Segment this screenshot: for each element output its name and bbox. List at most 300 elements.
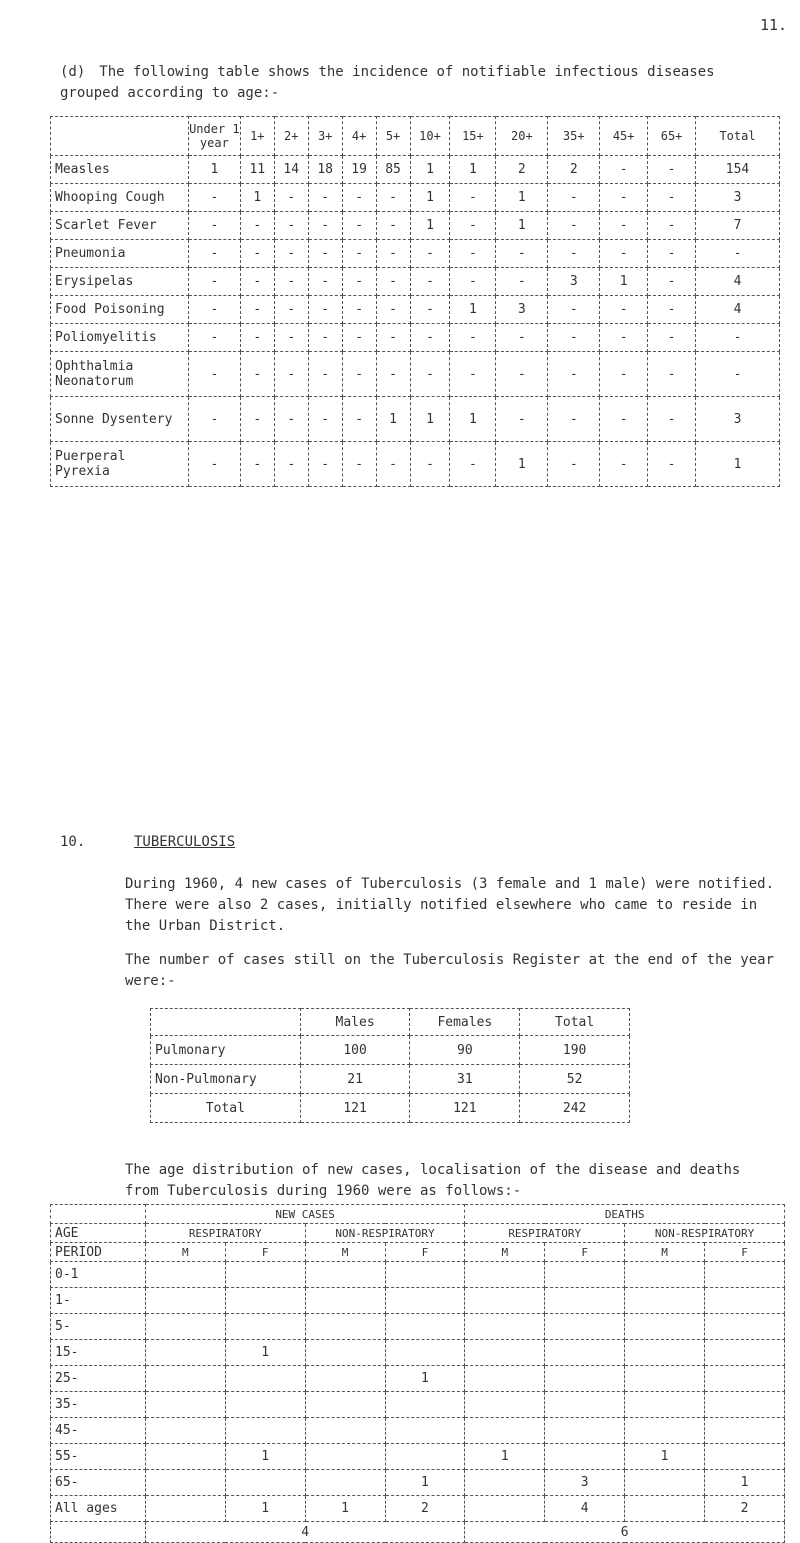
tb-age-row xyxy=(51,1262,785,1288)
tb-totals-row xyxy=(51,1522,785,1543)
tb-count: 1 xyxy=(705,1470,785,1496)
tb-count xyxy=(145,1314,225,1340)
tb-count xyxy=(145,1262,225,1288)
disease-row xyxy=(51,296,780,324)
tb-age: 35- xyxy=(51,1392,146,1418)
disease-count: - xyxy=(450,442,496,487)
disease-name: Scarlet Fever xyxy=(51,212,189,240)
disease-count: - xyxy=(308,352,342,397)
disease-count: - xyxy=(240,397,274,442)
age-header-row xyxy=(51,117,780,156)
disease-count: 3 xyxy=(496,296,548,324)
disease-count: - xyxy=(450,268,496,296)
disease-count: 1 xyxy=(450,296,496,324)
tb-count xyxy=(545,1418,625,1444)
disease-count: - xyxy=(376,184,410,212)
tb-count: 3 xyxy=(545,1470,625,1496)
tb-count xyxy=(705,1418,785,1444)
tb-count xyxy=(385,1418,465,1444)
disease-count: 3 xyxy=(696,184,780,212)
tb-count xyxy=(465,1262,545,1288)
disease-row xyxy=(51,442,780,487)
disease-count: - xyxy=(600,184,648,212)
register-row xyxy=(151,1094,630,1123)
tb-count xyxy=(305,1314,385,1340)
tb-count: 1 xyxy=(225,1444,305,1470)
disease-count: - xyxy=(548,442,600,487)
sex-header: M xyxy=(625,1243,705,1262)
tb-age: 15- xyxy=(51,1340,146,1366)
disease-count: - xyxy=(648,268,696,296)
disease-count: - xyxy=(240,240,274,268)
disease-count: 154 xyxy=(696,156,780,184)
intro-text: The following table shows the incidence of notifiable infectious diseases grouped according to age:- xyxy=(60,64,715,101)
disease-name: Sonne Dysentery xyxy=(51,397,189,442)
tb-count xyxy=(385,1444,465,1470)
disease-count: 1 xyxy=(450,156,496,184)
disease-count: - xyxy=(274,184,308,212)
tb-count: 1 xyxy=(465,1444,545,1470)
disease-count: - xyxy=(342,324,376,352)
tb-count: 1 xyxy=(225,1340,305,1366)
disease-count: - xyxy=(600,442,648,487)
age-header: 1+ xyxy=(240,117,274,156)
disease-count: - xyxy=(410,296,450,324)
tb-count xyxy=(545,1314,625,1340)
disease-count: 1 xyxy=(410,212,450,240)
tb-count xyxy=(305,1418,385,1444)
disease-count: - xyxy=(648,296,696,324)
register-label: Total xyxy=(151,1094,301,1123)
disease-count: 1 xyxy=(240,184,274,212)
register-value: 121 xyxy=(300,1094,410,1123)
tb-count xyxy=(705,1366,785,1392)
tb-count xyxy=(625,1262,705,1288)
disease-count: 3 xyxy=(548,268,600,296)
register-header: Males xyxy=(300,1009,410,1036)
tb-count xyxy=(305,1262,385,1288)
disease-count: 7 xyxy=(696,212,780,240)
deaths-total: 6 xyxy=(465,1522,785,1543)
age-header: 15+ xyxy=(450,117,496,156)
disease-count: - xyxy=(410,268,450,296)
disease-count: - xyxy=(376,442,410,487)
tb-count xyxy=(385,1262,465,1288)
disease-name: Pneumonia xyxy=(51,240,189,268)
tb-sub-row xyxy=(51,1224,785,1243)
disease-count: - xyxy=(188,268,240,296)
tb-count xyxy=(625,1392,705,1418)
disease-count: - xyxy=(696,352,780,397)
tb-count xyxy=(305,1340,385,1366)
disease-count: - xyxy=(308,240,342,268)
disease-count: - xyxy=(188,212,240,240)
disease-count: 1 xyxy=(496,212,548,240)
disease-count: 2 xyxy=(548,156,600,184)
register-label: Pulmonary xyxy=(151,1036,301,1065)
disease-count: - xyxy=(450,212,496,240)
disease-count: 85 xyxy=(376,156,410,184)
disease-row xyxy=(51,240,780,268)
disease-count: - xyxy=(376,268,410,296)
section-heading xyxy=(60,834,235,850)
register-value: 90 xyxy=(410,1036,520,1065)
tb-count xyxy=(305,1470,385,1496)
disease-count: 1 xyxy=(376,397,410,442)
tb-paragraph-2: The number of cases still on the Tuberculosis Register at the end of the year were:- xyxy=(125,952,775,989)
disease-count: - xyxy=(548,184,600,212)
disease-count: - xyxy=(188,184,240,212)
disease-count: - xyxy=(600,156,648,184)
register-header: Total xyxy=(520,1009,630,1036)
disease-count: - xyxy=(648,442,696,487)
register-row xyxy=(151,1065,630,1094)
tb-count xyxy=(465,1392,545,1418)
disease-count: - xyxy=(342,352,376,397)
disease-count: - xyxy=(274,324,308,352)
sex-header: M xyxy=(465,1243,545,1262)
disease-count: 1 xyxy=(696,442,780,487)
disease-count: - xyxy=(376,352,410,397)
disease-count: - xyxy=(188,324,240,352)
disease-name: Ophthalmia Neonatorum xyxy=(51,352,189,397)
age-header: 4+ xyxy=(342,117,376,156)
tb-count: 1 xyxy=(385,1366,465,1392)
disease-count: - xyxy=(188,397,240,442)
disease-count: - xyxy=(600,212,648,240)
tb-corner xyxy=(51,1205,146,1224)
tb-age-row xyxy=(51,1314,785,1340)
disease-count: 1 xyxy=(600,268,648,296)
disease-count: - xyxy=(188,240,240,268)
tb-paragraph-3: The age distribution of new cases, localisation of the disease and deaths from Tuberculosis during 1960 were as follows:- xyxy=(125,1162,741,1199)
tb-age: All ages xyxy=(51,1496,146,1522)
disease-count: - xyxy=(410,352,450,397)
age-header: 20+ xyxy=(496,117,548,156)
tb-count xyxy=(545,1444,625,1470)
tb-count: 2 xyxy=(705,1496,785,1522)
disease-count: - xyxy=(548,212,600,240)
disease-count: - xyxy=(188,296,240,324)
disease-count: - xyxy=(696,324,780,352)
tb-count xyxy=(225,1366,305,1392)
sub-header: NON-RESPIRATORY xyxy=(305,1224,465,1243)
intro-label: (d) xyxy=(60,64,86,80)
tb-age-row xyxy=(51,1418,785,1444)
tb-count xyxy=(305,1366,385,1392)
tb-count: 4 xyxy=(545,1496,625,1522)
disease-count: - xyxy=(376,212,410,240)
disease-count: 19 xyxy=(342,156,376,184)
sub-header: RESPIRATORY xyxy=(145,1224,305,1243)
tb-count xyxy=(545,1262,625,1288)
tb-count xyxy=(385,1392,465,1418)
age-label: AGE xyxy=(51,1224,146,1243)
disease-name: Measles xyxy=(51,156,189,184)
tb-count xyxy=(145,1496,225,1522)
tb-age: 5- xyxy=(51,1314,146,1340)
age-header: 10+ xyxy=(410,117,450,156)
register-header-row xyxy=(151,1009,630,1036)
disease-count: - xyxy=(600,240,648,268)
tb-age: 25- xyxy=(51,1366,146,1392)
tb-sex-row xyxy=(51,1243,785,1262)
disease-count: - xyxy=(496,268,548,296)
disease-count: - xyxy=(450,324,496,352)
disease-count: - xyxy=(240,324,274,352)
disease-count: - xyxy=(450,240,496,268)
sex-header: F xyxy=(705,1243,785,1262)
tb-count xyxy=(305,1392,385,1418)
age-header: 65+ xyxy=(648,117,696,156)
disease-row xyxy=(51,156,780,184)
register-value: 121 xyxy=(410,1094,520,1123)
sex-header: F xyxy=(225,1243,305,1262)
register-value: 100 xyxy=(300,1036,410,1065)
disease-count: 2 xyxy=(496,156,548,184)
disease-count: - xyxy=(376,240,410,268)
disease-count: - xyxy=(240,212,274,240)
tb-count xyxy=(705,1340,785,1366)
disease-count: 18 xyxy=(308,156,342,184)
tb-count xyxy=(385,1288,465,1314)
tb-count xyxy=(145,1418,225,1444)
tb-count xyxy=(145,1444,225,1470)
disease-count: - xyxy=(308,212,342,240)
tb-count xyxy=(225,1470,305,1496)
tb-count xyxy=(305,1444,385,1470)
disease-row xyxy=(51,397,780,442)
page-number: 11. xyxy=(760,16,788,34)
age-header: 2+ xyxy=(274,117,308,156)
disease-count: - xyxy=(240,296,274,324)
disease-count: - xyxy=(274,212,308,240)
sex-header: M xyxy=(305,1243,385,1262)
disease-count: - xyxy=(274,268,308,296)
disease-count: 1 xyxy=(410,156,450,184)
notifiable-diseases-table xyxy=(50,116,780,487)
disease-count: - xyxy=(648,212,696,240)
tb-count xyxy=(145,1470,225,1496)
tb-count: 2 xyxy=(385,1496,465,1522)
tb-count xyxy=(225,1314,305,1340)
age-header: Under 1 year xyxy=(188,117,240,156)
tb-age: 65- xyxy=(51,1470,146,1496)
sex-header: F xyxy=(385,1243,465,1262)
disease-count: 1 xyxy=(450,397,496,442)
tb-age-row xyxy=(51,1496,785,1522)
disease-count: 3 xyxy=(696,397,780,442)
tb-count xyxy=(385,1314,465,1340)
disease-count: - xyxy=(342,184,376,212)
disease-count: - xyxy=(274,296,308,324)
tb-group-row xyxy=(51,1205,785,1224)
register-corner xyxy=(151,1009,301,1036)
disease-count: - xyxy=(308,184,342,212)
new-cases-total: 4 xyxy=(145,1522,465,1543)
register-label: Non-Pulmonary xyxy=(151,1065,301,1094)
disease-count: - xyxy=(600,296,648,324)
tb-count xyxy=(225,1418,305,1444)
disease-name: Food Poisoning xyxy=(51,296,189,324)
tb-age-row xyxy=(51,1444,785,1470)
tb-count xyxy=(225,1288,305,1314)
tb-count xyxy=(705,1444,785,1470)
section-number: 10. xyxy=(60,834,86,850)
register-value: 242 xyxy=(520,1094,630,1123)
tb-age-row xyxy=(51,1392,785,1418)
disease-count: - xyxy=(548,397,600,442)
tb-age: 45- xyxy=(51,1418,146,1444)
disease-count: - xyxy=(342,212,376,240)
tb-count xyxy=(625,1366,705,1392)
disease-count: - xyxy=(274,240,308,268)
tb-count xyxy=(625,1496,705,1522)
disease-count: 1 xyxy=(188,156,240,184)
deaths-header: DEATHS xyxy=(465,1205,785,1224)
disease-count: - xyxy=(600,352,648,397)
disease-count: 1 xyxy=(496,184,548,212)
disease-count: - xyxy=(548,240,600,268)
tb-count xyxy=(465,1288,545,1314)
disease-count: - xyxy=(648,184,696,212)
disease-count: - xyxy=(648,240,696,268)
period-label: PERIOD xyxy=(51,1243,146,1262)
tb-count xyxy=(465,1418,545,1444)
disease-count: - xyxy=(376,324,410,352)
disease-count: - xyxy=(308,324,342,352)
disease-count: - xyxy=(342,296,376,324)
disease-row xyxy=(51,324,780,352)
disease-count: - xyxy=(410,442,450,487)
disease-count: - xyxy=(496,324,548,352)
disease-row xyxy=(51,268,780,296)
tb-count xyxy=(465,1496,545,1522)
disease-count: - xyxy=(376,296,410,324)
tb-age-row xyxy=(51,1366,785,1392)
disease-count: 1 xyxy=(410,397,450,442)
tb-age: 1- xyxy=(51,1288,146,1314)
disease-count: - xyxy=(548,352,600,397)
disease-header xyxy=(51,117,189,156)
tb-register-table xyxy=(150,1008,630,1123)
disease-count: - xyxy=(274,442,308,487)
disease-count: - xyxy=(342,442,376,487)
disease-count: - xyxy=(274,352,308,397)
age-header: 5+ xyxy=(376,117,410,156)
tb-age-row xyxy=(51,1288,785,1314)
tb-count xyxy=(385,1340,465,1366)
disease-count: - xyxy=(274,397,308,442)
disease-count: - xyxy=(696,240,780,268)
tb-count: 1 xyxy=(225,1496,305,1522)
tb-count xyxy=(225,1392,305,1418)
sex-header: M xyxy=(145,1243,225,1262)
new-cases-header: NEW CASES xyxy=(145,1205,465,1224)
disease-count: - xyxy=(240,442,274,487)
disease-name: Whooping Cough xyxy=(51,184,189,212)
tb-count xyxy=(705,1314,785,1340)
disease-count: - xyxy=(648,324,696,352)
tb-count xyxy=(705,1392,785,1418)
disease-count: 1 xyxy=(496,442,548,487)
tb-count xyxy=(545,1340,625,1366)
disease-count: - xyxy=(188,442,240,487)
disease-count: 11 xyxy=(240,156,274,184)
age-header: 3+ xyxy=(308,117,342,156)
tb-age: 0-1 xyxy=(51,1262,146,1288)
age-header: Total xyxy=(696,117,780,156)
disease-count: - xyxy=(240,352,274,397)
tb-count xyxy=(465,1470,545,1496)
tb-count xyxy=(545,1366,625,1392)
tb-count: 1 xyxy=(385,1470,465,1496)
disease-count: - xyxy=(342,268,376,296)
tb-paragraph-1: During 1960, 4 new cases of Tuberculosis (3 female and 1 male) were notified. There were also 2 cases, initially notified elsewhere who came to reside in the Urban District. xyxy=(125,876,775,934)
disease-row xyxy=(51,352,780,397)
sex-header: F xyxy=(545,1243,625,1262)
tb-count xyxy=(145,1366,225,1392)
register-value: 31 xyxy=(410,1065,520,1094)
register-value: 190 xyxy=(520,1036,630,1065)
disease-count: 4 xyxy=(696,296,780,324)
tb-count xyxy=(625,1470,705,1496)
section-title: TUBERCULOSIS xyxy=(134,834,236,850)
disease-row xyxy=(51,184,780,212)
tb-count xyxy=(705,1262,785,1288)
tb-count xyxy=(545,1288,625,1314)
disease-count: - xyxy=(548,296,600,324)
tb-count xyxy=(545,1392,625,1418)
disease-count: - xyxy=(648,397,696,442)
tb-count xyxy=(305,1288,385,1314)
register-value: 52 xyxy=(520,1065,630,1094)
totals-corner xyxy=(51,1522,146,1543)
tb-count xyxy=(625,1418,705,1444)
disease-count: 4 xyxy=(696,268,780,296)
tb-count xyxy=(145,1340,225,1366)
tb-count xyxy=(145,1288,225,1314)
register-header: Females xyxy=(410,1009,520,1036)
disease-count: - xyxy=(648,156,696,184)
register-row xyxy=(151,1036,630,1065)
tb-count xyxy=(465,1314,545,1340)
disease-count: - xyxy=(548,324,600,352)
tb-count xyxy=(625,1288,705,1314)
tb-count xyxy=(625,1314,705,1340)
disease-count: 1 xyxy=(410,184,450,212)
disease-count: - xyxy=(600,324,648,352)
disease-count: - xyxy=(496,352,548,397)
disease-count: - xyxy=(308,442,342,487)
disease-count: - xyxy=(342,397,376,442)
tb-count xyxy=(145,1392,225,1418)
age-header: 45+ xyxy=(600,117,648,156)
tb-count xyxy=(465,1366,545,1392)
tb-age-row xyxy=(51,1470,785,1496)
disease-count: 14 xyxy=(274,156,308,184)
age-header: 35+ xyxy=(548,117,600,156)
disease-count: - xyxy=(308,296,342,324)
disease-count: - xyxy=(450,184,496,212)
disease-count: - xyxy=(648,352,696,397)
tb-count xyxy=(465,1340,545,1366)
disease-count: - xyxy=(496,240,548,268)
disease-name: Puerperal Pyrexia xyxy=(51,442,189,487)
tb-count: 1 xyxy=(625,1444,705,1470)
disease-count: - xyxy=(496,397,548,442)
tb-age-row xyxy=(51,1340,785,1366)
